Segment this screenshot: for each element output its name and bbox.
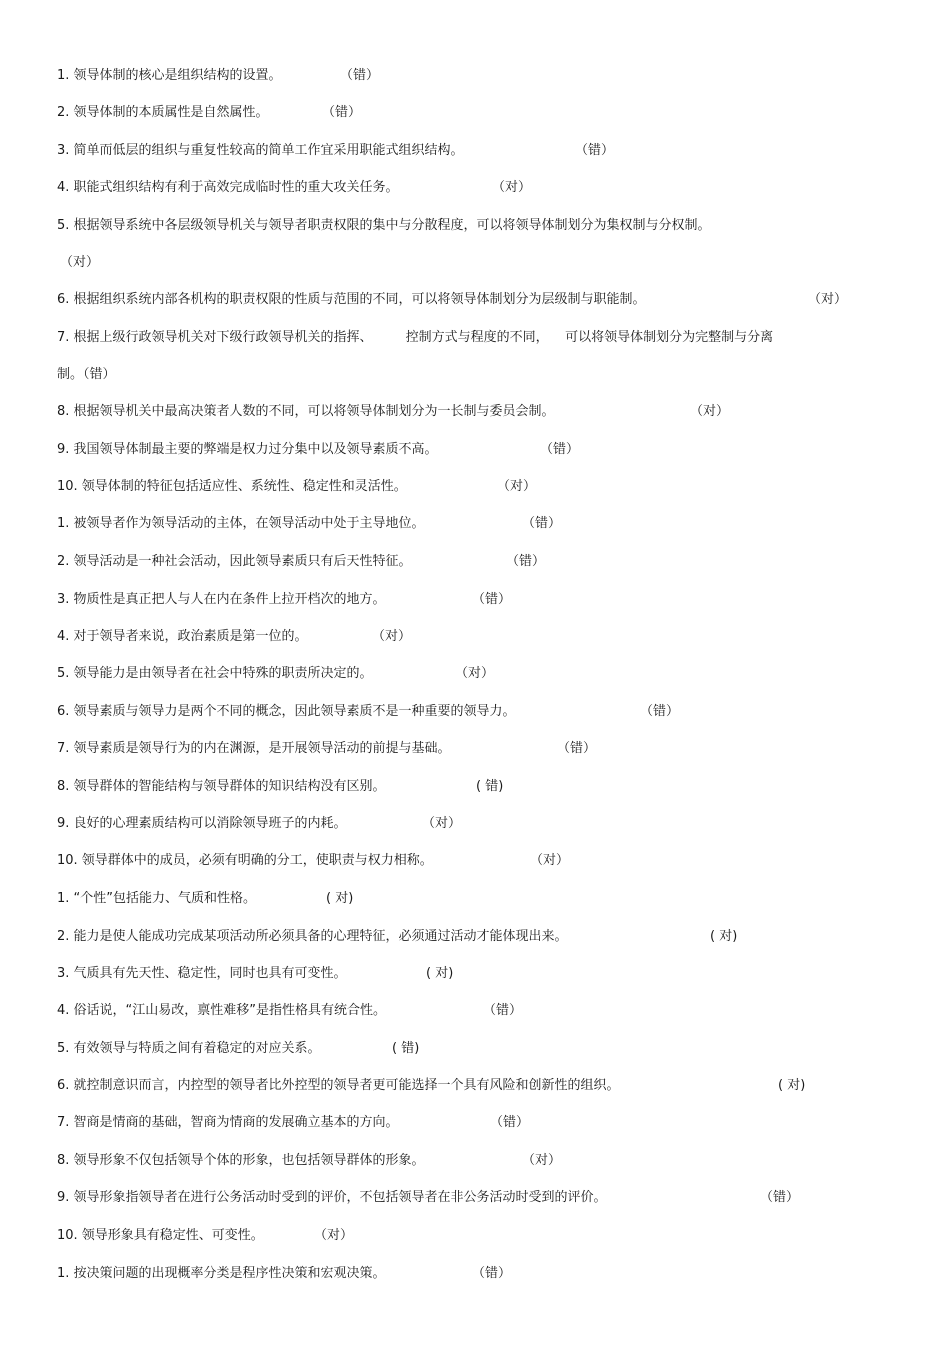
statement-line: 7. 领导素质是领导行为的内在渊源，是开展领导活动的前提与基础。 bbox=[57, 741, 451, 756]
answer-mark: （对） bbox=[690, 404, 730, 419]
statement-line: 10. 领导体制的特征包括适应性、系统性、稳定性和灵活性。 bbox=[57, 479, 407, 494]
statement-line: 7. 根据上级行政领导机关对下级行政领导机关的指挥、 控制方式与程度的不同， 可以将领导体制划分为完整制与分离 bbox=[57, 330, 774, 345]
statement-line: 4. 俗话说，“江山易改，禀性难移”是指性格具有统合性。 bbox=[57, 1003, 387, 1018]
answer-mark: ( 对) bbox=[710, 929, 738, 944]
answer-mark: （错） bbox=[483, 1003, 523, 1018]
answer-mark: ( 对) bbox=[426, 966, 454, 981]
answer-mark: （错） bbox=[640, 704, 680, 719]
statement-line: 8. 领导形象不仅包括领导个体的形象，也包括领导群体的形象。 bbox=[57, 1153, 425, 1168]
answer-mark: ( 错) bbox=[392, 1041, 420, 1056]
answer-mark: （错） bbox=[557, 741, 597, 756]
statement-line: 2. 领导体制的本质属性是自然属性。 bbox=[57, 105, 269, 120]
statement-line: 1. 按决策问题的出现概率分类是程序性决策和宏观决策。 bbox=[57, 1266, 386, 1281]
statement-line: 8. 领导群体的智能结构与领导群体的知识结构没有区别。 bbox=[57, 779, 386, 794]
statement-line: 6. 就控制意识而言，内控型的领导者比外控型的领导者更可能选择一个具有风险和创新性的组织。 bbox=[57, 1078, 620, 1093]
answer-mark: （错） bbox=[760, 1190, 800, 1205]
statement-line: 10. 领导群体中的成员，必须有明确的分工，使职责与权力相称。 bbox=[57, 853, 433, 868]
answer-mark: ( 对) bbox=[326, 891, 354, 906]
answer-mark: （对） bbox=[492, 180, 532, 195]
statement-line: 4. 对于领导者来说，政治素质是第一位的。 bbox=[57, 629, 308, 644]
statement-line: 6. 领导素质与领导力是两个不同的概念，因此领导素质不是一种重要的领导力。 bbox=[57, 704, 516, 719]
statement-line: 10. 领导形象具有稳定性、可变性。 bbox=[57, 1228, 264, 1243]
answer-mark: （对） bbox=[372, 629, 412, 644]
answer-mark: （错） bbox=[540, 442, 580, 457]
statement-line: 制。（错） bbox=[57, 367, 116, 382]
statement-line: 2. 领导活动是一种社会活动，因此领导素质只有后天性特征。 bbox=[57, 554, 412, 569]
answer-mark: （错） bbox=[490, 1115, 530, 1130]
answer-mark: （对） bbox=[808, 292, 848, 307]
answer-mark: ( 对) bbox=[778, 1078, 806, 1093]
statement-line: 5. 根据领导系统中各层级领导机关与领导者职责权限的集中与分散程度，可以将领导体制划分为集权制与分权制。 bbox=[57, 218, 711, 233]
statement-line: 3. 物质性是真正把人与人在内在条件上拉开档次的地方。 bbox=[57, 592, 386, 607]
answer-mark: （对） bbox=[314, 1228, 354, 1243]
statement-line: 7. 智商是情商的基础，智商为情商的发展确立基本的方向。 bbox=[57, 1115, 399, 1130]
answer-mark: ( 错) bbox=[476, 779, 504, 794]
statement-line: 9. 我国领导体制最主要的弊端是权力过分集中以及领导素质不高。 bbox=[57, 442, 438, 457]
answer-mark: （对） bbox=[522, 1153, 562, 1168]
answer-mark: （错） bbox=[575, 143, 615, 158]
statement-line: 1. “个性”包括能力、气质和性格。 bbox=[57, 891, 257, 906]
statement-line: 2. 能力是使人能成功完成某项活动所必须具备的心理特征，必须通过活动才能体现出来。 bbox=[57, 929, 568, 944]
statement-line: 9. 良好的心理素质结构可以消除领导班子的内耗。 bbox=[57, 816, 347, 831]
statement-line: 5. 领导能力是由领导者在社会中特殊的职责所决定的。 bbox=[57, 666, 373, 681]
answer-mark: （对） bbox=[497, 479, 537, 494]
statement-line: 3. 简单而低层的组织与重复性较高的简单工作宜采用职能式组织结构。 bbox=[57, 143, 464, 158]
answer-mark: （错） bbox=[472, 592, 512, 607]
answer-mark: （错） bbox=[522, 516, 562, 531]
statement-line: 3. 气质具有先天性、稳定性，同时也具有可变性。 bbox=[57, 966, 347, 981]
statement-line: 8. 根据领导机关中最高决策者人数的不同，可以将领导体制划分为一长制与委员会制。 bbox=[57, 404, 555, 419]
answer-mark: （对） bbox=[455, 666, 495, 681]
statement-line: 9. 领导形象指领导者在进行公务活动时受到的评价，不包括领导者在非公务活动时受到的评价。 bbox=[57, 1190, 607, 1205]
statement-line: 1. 领导体制的核心是组织结构的设置。 bbox=[57, 68, 282, 83]
answer-mark: （错） bbox=[506, 554, 546, 569]
answer-mark: （错） bbox=[322, 105, 362, 120]
statement-line: （对） bbox=[60, 255, 100, 270]
answer-mark: （对） bbox=[422, 816, 462, 831]
statement-line: 6. 根据组织系统内部各机构的职责权限的性质与范围的不同，可以将领导体制划分为层级制与职能制。 bbox=[57, 292, 646, 307]
statement-line: 5. 有效领导与特质之间有着稳定的对应关系。 bbox=[57, 1041, 321, 1056]
answer-mark: （对） bbox=[530, 853, 570, 868]
statement-line: 1. 被领导者作为领导活动的主体，在领导活动中处于主导地位。 bbox=[57, 516, 425, 531]
statement-line: 4. 职能式组织结构有利于高效完成临时性的重大攻关任务。 bbox=[57, 180, 399, 195]
answer-mark: （错） bbox=[472, 1266, 512, 1281]
answer-mark: （错） bbox=[340, 68, 380, 83]
